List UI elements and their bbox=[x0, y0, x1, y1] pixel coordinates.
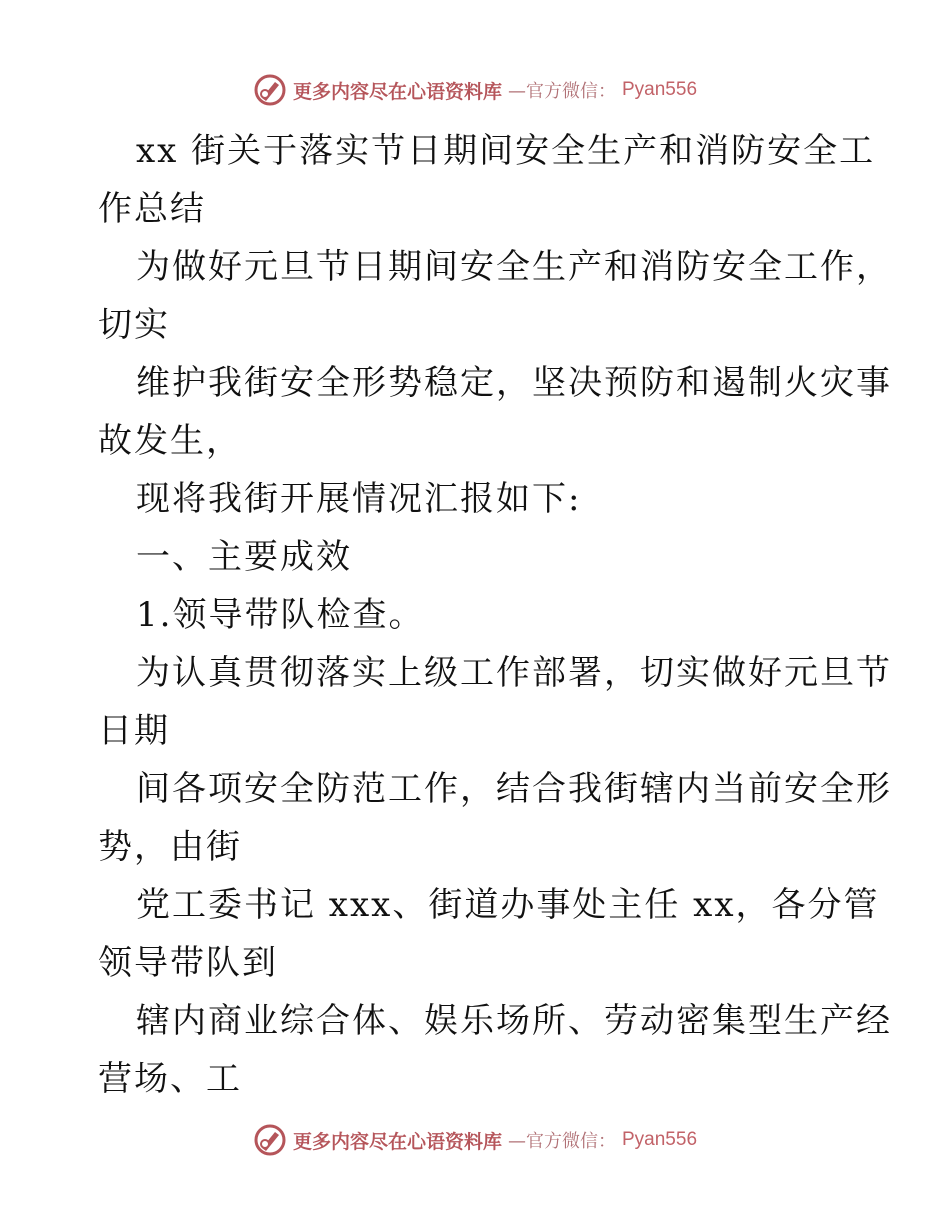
doc-line: 一、主要成效 bbox=[136, 537, 352, 577]
banner-official-text: —官方微信： bbox=[508, 1131, 616, 1152]
doc-line: 维护我街安全形势稳定，坚决预防和遏制火灾事 bbox=[136, 363, 892, 403]
pen-logo-icon bbox=[253, 73, 287, 107]
doc-line: 日期 bbox=[98, 711, 170, 751]
doc-line: 切实 bbox=[98, 305, 170, 345]
banner-official-text: —官方微信： bbox=[508, 81, 616, 102]
document-body bbox=[98, 122, 892, 1108]
doc-line: 1.领导带队检查。 bbox=[136, 595, 425, 635]
doc-line: 为做好元旦节日期间安全生产和消防安全工作， bbox=[136, 247, 892, 287]
banner-site-text: 更多内容尽在心语资料库 bbox=[292, 1130, 502, 1153]
doc-line: 间各项安全防范工作，结合我街辖内当前安全形 bbox=[136, 769, 892, 809]
pen-logo-icon bbox=[253, 1123, 287, 1157]
banner-wechat-id: Pyan556 bbox=[622, 1129, 698, 1150]
doc-line: 党工委书记 xxx、街道办事处主任 xx，各分管 bbox=[136, 885, 880, 925]
footer-watermark-banner bbox=[0, 1120, 950, 1160]
doc-line: 领导带队到 bbox=[98, 943, 278, 983]
doc-line: 营场、工 bbox=[98, 1059, 242, 1099]
doc-line: 现将我街开展情况汇报如下: bbox=[136, 479, 582, 519]
doc-line: 辖内商业综合体、娱乐场所、劳动密集型生产经 bbox=[136, 1001, 892, 1041]
doc-line: xx 街关于落实节日期间安全生产和消防安全工 bbox=[136, 131, 876, 171]
banner-wechat-id: Pyan556 bbox=[622, 79, 698, 100]
banner-site-text: 更多内容尽在心语资料库 bbox=[292, 80, 502, 103]
doc-line: 作总结 bbox=[98, 189, 206, 229]
doc-line: 故发生， bbox=[98, 421, 242, 461]
doc-line: 为认真贯彻落实上级工作部署，切实做好元旦节 bbox=[136, 653, 892, 693]
doc-line: 势，由街 bbox=[98, 827, 242, 867]
header-watermark-banner bbox=[0, 70, 950, 110]
